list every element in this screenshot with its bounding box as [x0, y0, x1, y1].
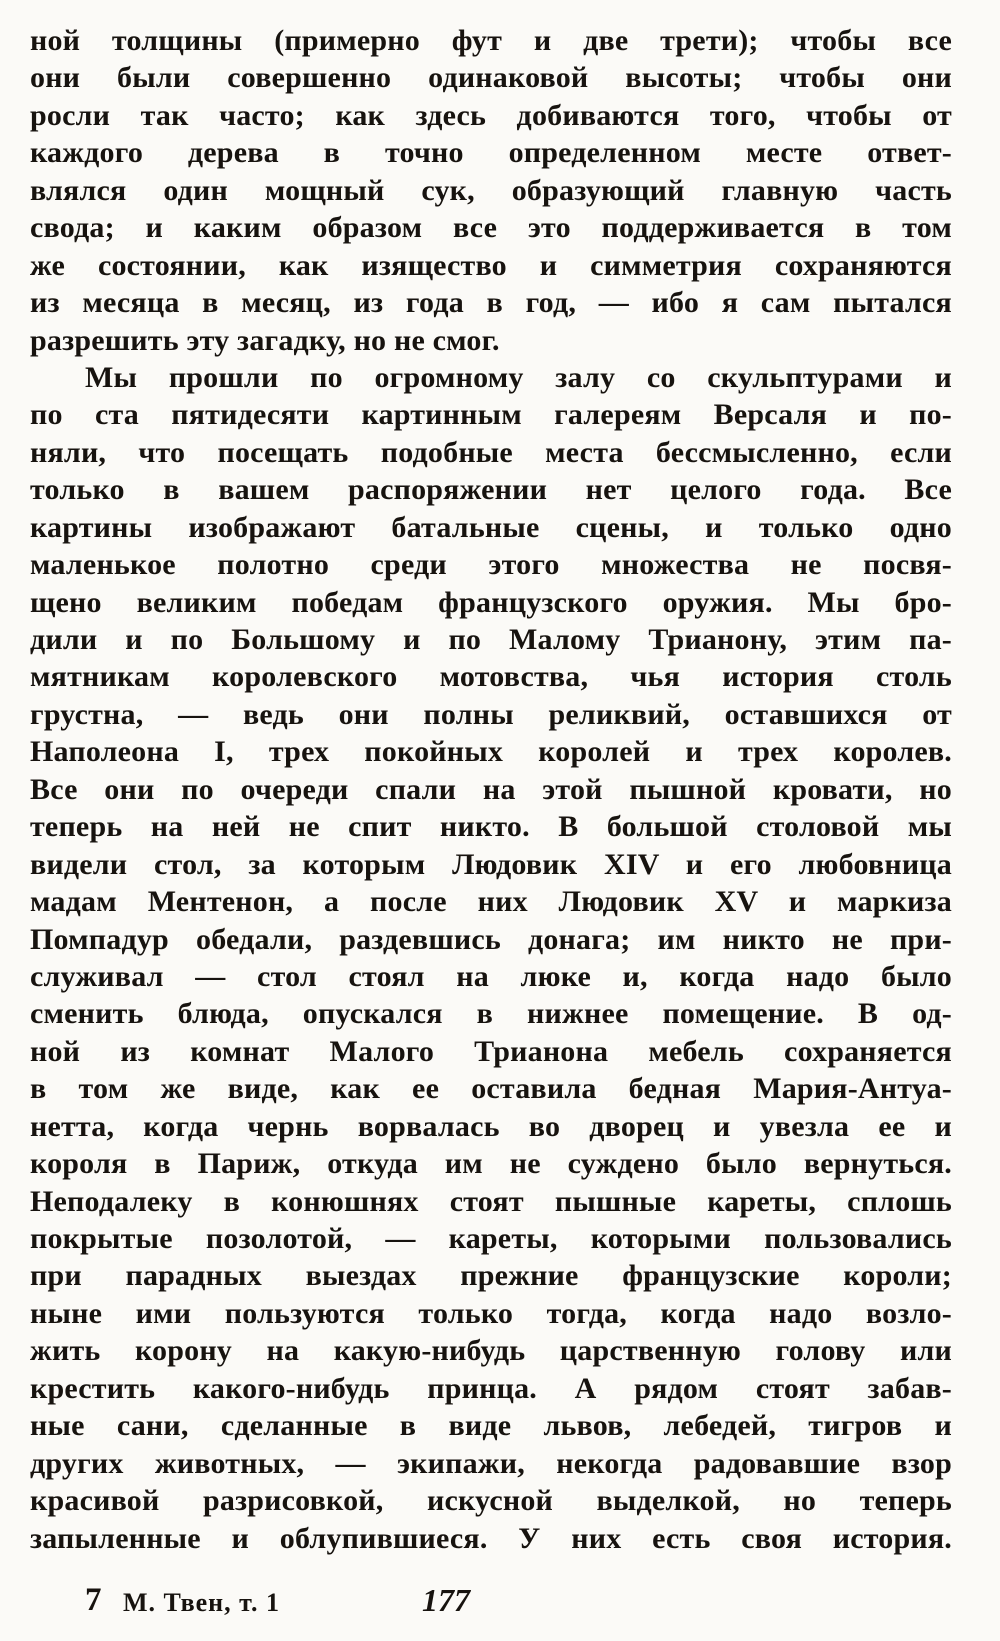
edition-label: М. Твен, т. 1: [123, 1588, 280, 1617]
text-line: маленькое полотно среди этого множества не посвя-: [30, 548, 952, 582]
text-line: няли, что посещать подобные места бессмысленно, если: [30, 435, 952, 469]
text-line: теперь на ней не спит никто. В большой столовой мы: [30, 810, 952, 844]
text-line: покрытые позолотой, — кареты, которыми пользовались: [30, 1222, 952, 1255]
text-line: Неподалеку в конюшнях стоят пышные кареты, сплошь: [30, 1184, 952, 1218]
text-line: мадам Ментенон, а после них Людовик XV и маркиза: [30, 885, 952, 919]
text-line: нетта, когда чернь ворвалась во дворец и увезла ее и: [30, 1109, 952, 1143]
text-line: мятникам королевского мотовства, чья история столь: [30, 660, 952, 694]
text-line: видели стол, за которым Людовик XIV и его любовница: [30, 847, 952, 881]
text-line: ные сани, сделанные в виде львов, лебедей, тигров и: [30, 1409, 952, 1443]
text-line: по ста пятидесяти картинным галереям Версаля и по-: [30, 398, 952, 432]
text-line: жить корону на какую-нибудь царственную голову или: [30, 1334, 952, 1368]
text-line: Все они по очереди спали на этой пышной кровати, но: [30, 772, 952, 806]
text-line: они были совершенно одинаковой высоты; чтобы они: [30, 61, 952, 95]
text-line: же состоянии, как изящество и симметрия сохраняются: [30, 248, 952, 282]
text-line: красивой разрисовкой, искусной выделкой, но теперь: [30, 1484, 952, 1518]
text-line: ной толщины (примерно фут и две трети); чтобы все: [30, 24, 952, 57]
text-line: из месяца в месяц, из года в год, — ибо я сам пытался: [30, 286, 952, 320]
signature-mark: 7: [85, 1582, 102, 1618]
text-line: росли так часто; как здесь добиваются того, чтобы от: [30, 98, 952, 132]
text-line: Наполеона I, трех покойных королей и трех королев.: [30, 735, 952, 769]
text-line: разрешить эту загадку, но не смог.: [30, 323, 500, 357]
text-line: каждого дерева в точно определенном месте ответ-: [30, 136, 952, 170]
text-line: дили и по Большому и по Малому Трианону, этим па-: [30, 623, 952, 656]
page-footer: [30, 1582, 952, 1622]
text-line: крестить какого-нибудь принца. А рядом стоят забав-: [30, 1371, 952, 1405]
page-number: 177: [422, 1582, 470, 1618]
text-line: служивал — стол стоял на люке и, когда надо было: [30, 959, 952, 993]
text-line: картины изображают батальные сцены, и только одно: [30, 510, 952, 544]
text-line: сменить блюда, опускался в нижнее помещение. В од-: [30, 997, 952, 1031]
text-line: в том же виде, как ее оставила бедная Мария-Антуа-: [30, 1072, 952, 1106]
text-line: свода; и каким образом все это поддерживается в том: [30, 211, 952, 245]
page-text: [30, 22, 952, 1557]
text-line: грустна, — ведь они полны реликвий, оставшихся от: [30, 697, 952, 731]
text-line: при парадных выездах прежние французские короли;: [30, 1259, 952, 1293]
text-line: ныне ими пользуются только тогда, когда надо возло-: [30, 1296, 952, 1330]
text-line: только в вашем распоряжении нет целого года. Все: [30, 473, 952, 507]
text-line: щено великим победам французского оружия. Мы бро-: [30, 585, 952, 619]
text-line: влялся один мощный сук, образующий главную часть: [30, 173, 952, 207]
text-line: других животных, — экипажи, некогда радовавшие взор: [30, 1446, 952, 1480]
text-line: Помпадур обедали, раздевшись донага; им никто не при-: [30, 922, 952, 956]
text-line: короля в Париж, откуда им не суждено было вернуться.: [30, 1147, 952, 1181]
text-line: Мы прошли по огромному залу со скульптурами и: [85, 360, 952, 394]
text-line: ной из комнат Малого Трианона мебель сохраняется: [30, 1034, 952, 1068]
text-line: запыленные и облупившиеся. У них есть своя история.: [30, 1521, 952, 1555]
